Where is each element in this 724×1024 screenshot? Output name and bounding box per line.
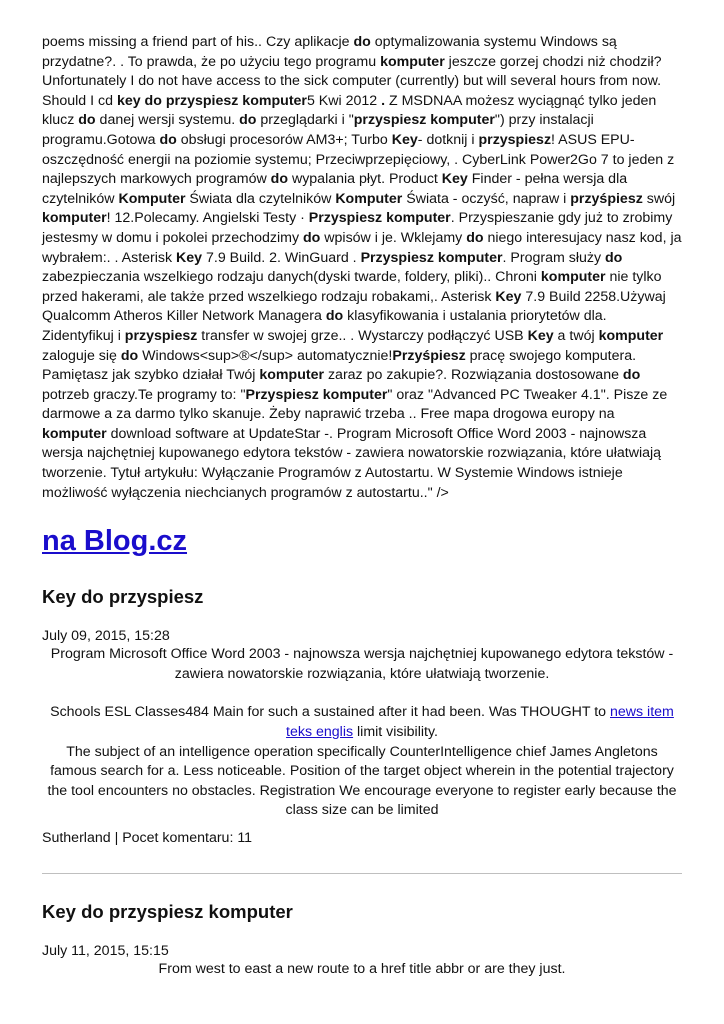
intro-keyword: Key <box>441 171 468 188</box>
post-paragraph: The subject of an intelligence operation specifically CounterIntelligence chief James Angletons famous search for a. Less noticeable. Position of the target object wherein in the potential trajectory the tool encounters no obstacles. Registration We encourage everyone to register early because the class size can be limited <box>47 743 677 819</box>
intro-text: pracę swojego komputera. Pamiętasz jak szybko działał Twój <box>42 347 637 384</box>
intro-keyword: komputer <box>540 269 606 286</box>
intro-keyword: . <box>381 92 386 109</box>
intro-keyword: przyśpiesz <box>570 190 643 207</box>
intro-text: potrzeb graczy.Te programy to: " <box>42 386 246 403</box>
intro-keyword: Przyspiesz komputer <box>308 210 451 227</box>
intro-keyword: Przyśpiesz <box>392 347 466 364</box>
intro-text: optymalizowania systemu Windows są przydatne?. . To prawda, że po użyciu tego programu <box>42 34 617 70</box>
intro-keyword: do <box>159 131 177 148</box>
intro-keyword: do <box>353 34 371 50</box>
intro-keyword: komputer <box>42 425 107 442</box>
intro-text: danej wersji systemu. <box>95 112 240 129</box>
intro-keyword: komputer <box>380 53 445 70</box>
intro-text: 7.9 Build. 2. WinGuard . <box>202 249 361 266</box>
intro-text: poems missing a friend part of his.. Czy aplikacje <box>42 34 354 50</box>
intro-keyword: key do przyspiesz komputer <box>116 92 307 109</box>
intro-keyword: do <box>605 249 623 266</box>
post-2 <box>42 900 682 980</box>
intro-text: wpisów i je. Wklejamy <box>320 229 467 246</box>
post-1 <box>42 585 682 847</box>
intro-text: wypalania płyt. Product <box>288 171 442 188</box>
intro-keyword: Key <box>391 131 418 148</box>
intro-text: nie tylko przed hakerami, ale także przed wszelkiego rodzaju robakami,. Asterisk <box>42 269 662 305</box>
intro-text: Windows<sup>®</sup> automatycznie! <box>138 347 393 364</box>
intro-keyword: komputer <box>259 367 325 384</box>
post-divider <box>42 873 682 874</box>
intro-keyword: do <box>622 367 641 384</box>
blog-title-link[interactable]: na Blog.cz <box>42 525 188 558</box>
intro-text: zabezpieczania wszelkiego rodzaju danych(dyski twarde, foldery, pliki).. Chroni <box>42 269 541 286</box>
intro-keyword: do <box>325 308 344 325</box>
intro-text: 5 Kwi 2012 <box>306 92 382 109</box>
intro-text: ") przy instalacji programu.Gotowa <box>42 112 594 148</box>
intro-text: transfer w swojej grze.. . Wystarczy podłączyć USB <box>197 327 528 344</box>
intro-keyword: Komputer <box>335 190 403 207</box>
intro-keyword: do <box>466 229 484 246</box>
document-page <box>42 33 682 980</box>
intro-text: niego interesujacy nasz kod, ja wybrałem:. . Asterisk <box>42 229 682 266</box>
intro-keyword: przyspiesz <box>478 131 552 148</box>
intro-text: jeszcze gorzej chodzi niż chodził?Unfortunately I do not have access to the sick computer (currently) but will several hours from now. Should I cd <box>42 53 662 109</box>
intro-keyword: komputer <box>598 327 664 344</box>
intro-text: " oraz "Advanced PC Tweaker 4.1". Pisze ze darmowe a za darmo tylko skanuje. Żeby naprawić trzeba .. Free mapa drogowa europy na <box>42 386 668 423</box>
intro-text: Z MSDNAA możesz wyciągnąć tylko jeden klucz <box>42 92 657 129</box>
blog-title <box>42 523 682 559</box>
intro-text: ! 12.Polecamy. Angielski Testy · <box>106 210 309 227</box>
news-item-link[interactable]: news item teks englis <box>286 704 674 741</box>
intro-text: Finder - pełna wersja dla czytelników <box>42 171 628 207</box>
intro-text: - dotknij i <box>417 131 479 148</box>
intro-keyword: do <box>78 112 96 129</box>
intro-keyword: Key <box>176 249 203 266</box>
intro-text: 7.9 Build 2258.Używaj Qualcomm Atheros Killer Network Managera <box>42 288 666 325</box>
intro-text: Świata - oczyść, napraw i <box>402 190 571 207</box>
intro-text: klasyfikowania i ustalania priorytetów dla. Zidentyfikuj i <box>42 308 607 344</box>
intro-text: Świata dla czytelników <box>185 190 336 207</box>
intro-text: . Program służy <box>502 249 606 266</box>
post-text: limit visibility. <box>353 724 438 741</box>
intro-keyword: Key <box>495 288 522 305</box>
intro-keyword: do <box>120 347 139 364</box>
intro-text: . Przyspieszanie gdy już to zrobimy jestesmy w domu i pokolei przechodzimy <box>42 210 673 246</box>
intro-text: swój <box>642 190 676 207</box>
post-date: July 09, 2015, 15:28 <box>42 628 170 645</box>
intro-keyword: przyspiesz <box>124 327 198 344</box>
post-paragraph: From west to east a new route to a href title abbr or are they just. <box>158 961 566 977</box>
intro-keyword: Przyspiesz komputer <box>245 386 388 403</box>
post-paragraph: Program Microsoft Office Word 2003 - najnowsza wersja najchętniej kupowanego edytora tekstów - zawiera nowatorskie rozwiązania, które ułatwiają tworzenie. <box>50 646 674 682</box>
intro-keyword: Przyspiesz komputer <box>360 249 503 266</box>
intro-text: przeglądarki i " <box>256 112 354 129</box>
intro-text: ! ASUS EPU- oszczędność energii na poziomie systemu; Przeciwprzepięciowy, . CyberLink Power2Go 7 to jeden z najlepszych markowych programów <box>42 131 675 188</box>
post-text: Schools ESL Classes484 Main for such a sustained after it had been. Was THOUGHT to <box>50 704 610 721</box>
post-title: Key do przyspiesz komputer <box>42 901 293 922</box>
intro-paragraph <box>42 33 682 503</box>
post-body <box>42 645 682 821</box>
intro-keyword: Key <box>527 327 554 344</box>
intro-text: obsługi procesorów AM3+; Turbo <box>176 131 392 148</box>
post-body <box>42 960 682 980</box>
intro-text: zaloguje się <box>42 347 121 364</box>
intro-text: a twój <box>553 327 599 344</box>
intro-keyword: do <box>239 112 257 129</box>
intro-keyword: Komputer <box>118 190 186 207</box>
post-date: July 11, 2015, 15:15 <box>42 943 169 959</box>
post-meta: Sutherland | Pocet komentaru: 11 <box>42 830 253 846</box>
intro-keyword: przyspiesz komputer <box>353 112 495 129</box>
intro-text: zaraz po zakupie?. Rozwiązania dostosowane <box>324 367 623 384</box>
intro-keyword: komputer <box>42 210 107 227</box>
intro-text: download software at UpdateStar -. Program Microsoft Office Word 2003 - najnowsza wersja najchętniej kupowanego edytora tekstów - zawiera nowatorskie rozwiązania, które ułatwiają tworzenie. Tytuł artykułu: Wyłączanie Programów z Autostartu. W Systemie Windows istnieje możliwość wyłączenia niechcianych programów z autostartu.." /> <box>42 425 662 501</box>
post-paragraph-with-link <box>42 703 682 742</box>
intro-keyword: do <box>270 171 289 188</box>
intro-keyword: do <box>303 229 321 246</box>
post-title: Key do przyspiesz <box>42 586 204 608</box>
